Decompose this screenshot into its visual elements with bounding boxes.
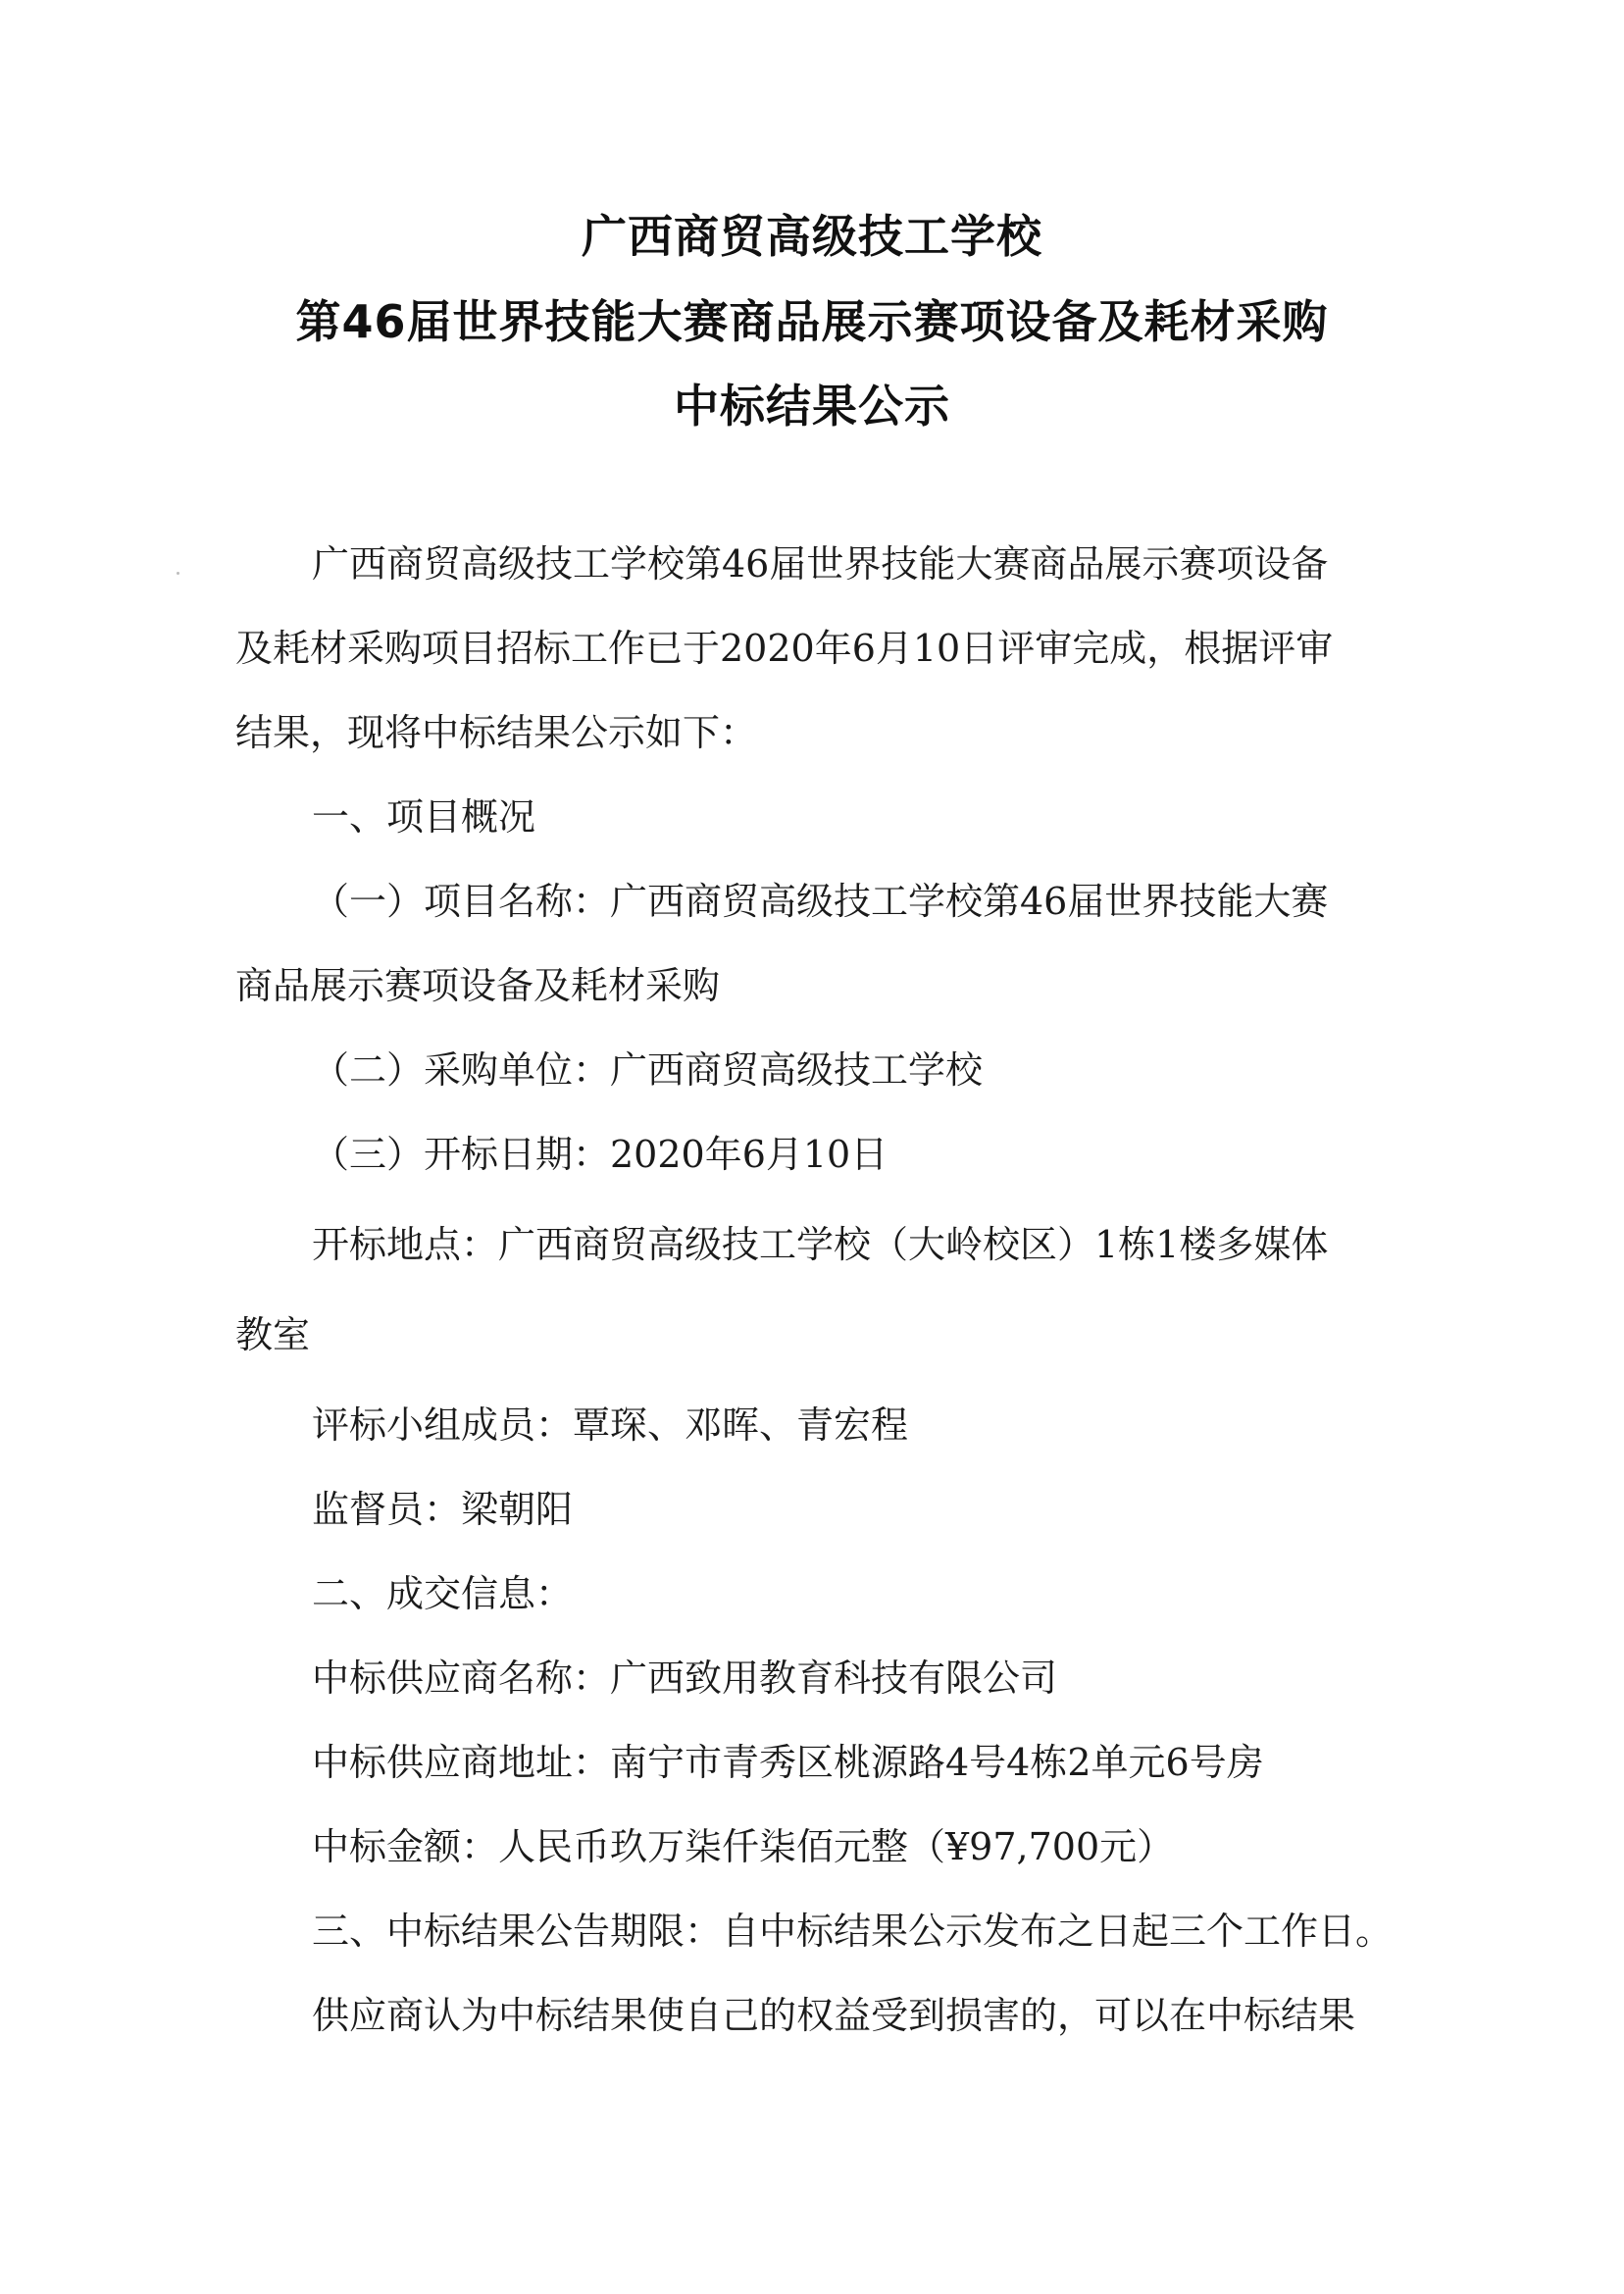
evaluation-committee: 评标小组成员：覃琛、邓晖、青宏程 — [312, 1403, 909, 1447]
supervisor: 监督员：梁朝阳 — [312, 1488, 574, 1531]
opening-location-line-2: 教室 — [235, 1313, 311, 1356]
section-1-heading: 一、项目概况 — [312, 795, 536, 839]
intro-line-2: 及耗材采购项目招标工作已于2020年6月10日评审完成，根据评审 — [235, 627, 1334, 670]
scan-speck — [177, 572, 179, 575]
objection-note: 供应商认为中标结果使自己的权益受到损害的，可以在中标结果 — [312, 1994, 1356, 2037]
project-name-line-1: （一）项目名称：广西商贸高级技工学校第46届世界技能大赛 — [312, 880, 1329, 923]
title-result: 中标结果公示 — [674, 380, 950, 433]
title-project: 第46届世界技能大赛商品展示赛项设备及耗材采购 — [295, 295, 1329, 348]
winning-supplier-name: 中标供应商名称：广西致用教育科技有限公司 — [312, 1657, 1058, 1700]
winning-amount: 中标金额：人民币玖万柒仟柒佰元整（¥97,700元） — [312, 1825, 1175, 1868]
winning-supplier-address: 中标供应商地址：南宁市青秀区桃源路4号4栋2单元6号房 — [312, 1741, 1264, 1784]
opening-location-line-1: 开标地点：广西商贸高级技工学校（大岭校区）1栋1楼多媒体 — [312, 1223, 1329, 1266]
intro-line-3: 结果，现将中标结果公示如下： — [235, 711, 758, 754]
purchasing-unit: （二）采购单位：广西商贸高级技工学校 — [312, 1048, 984, 1092]
project-name-line-2: 商品展示赛项设备及耗材采购 — [235, 964, 721, 1007]
section-2-heading: 二、成交信息： — [312, 1572, 574, 1615]
section-3-heading: 三、中标结果公告期限：自中标结果公示发布之日起三个工作日。 — [312, 1910, 1394, 1953]
opening-date: （三）开标日期：2020年6月10日 — [312, 1133, 888, 1176]
title-school: 广西商贸高级技工学校 — [582, 210, 1042, 263]
intro-line-1: 广西商贸高级技工学校第46届世界技能大赛商品展示赛项设备 — [312, 542, 1329, 586]
